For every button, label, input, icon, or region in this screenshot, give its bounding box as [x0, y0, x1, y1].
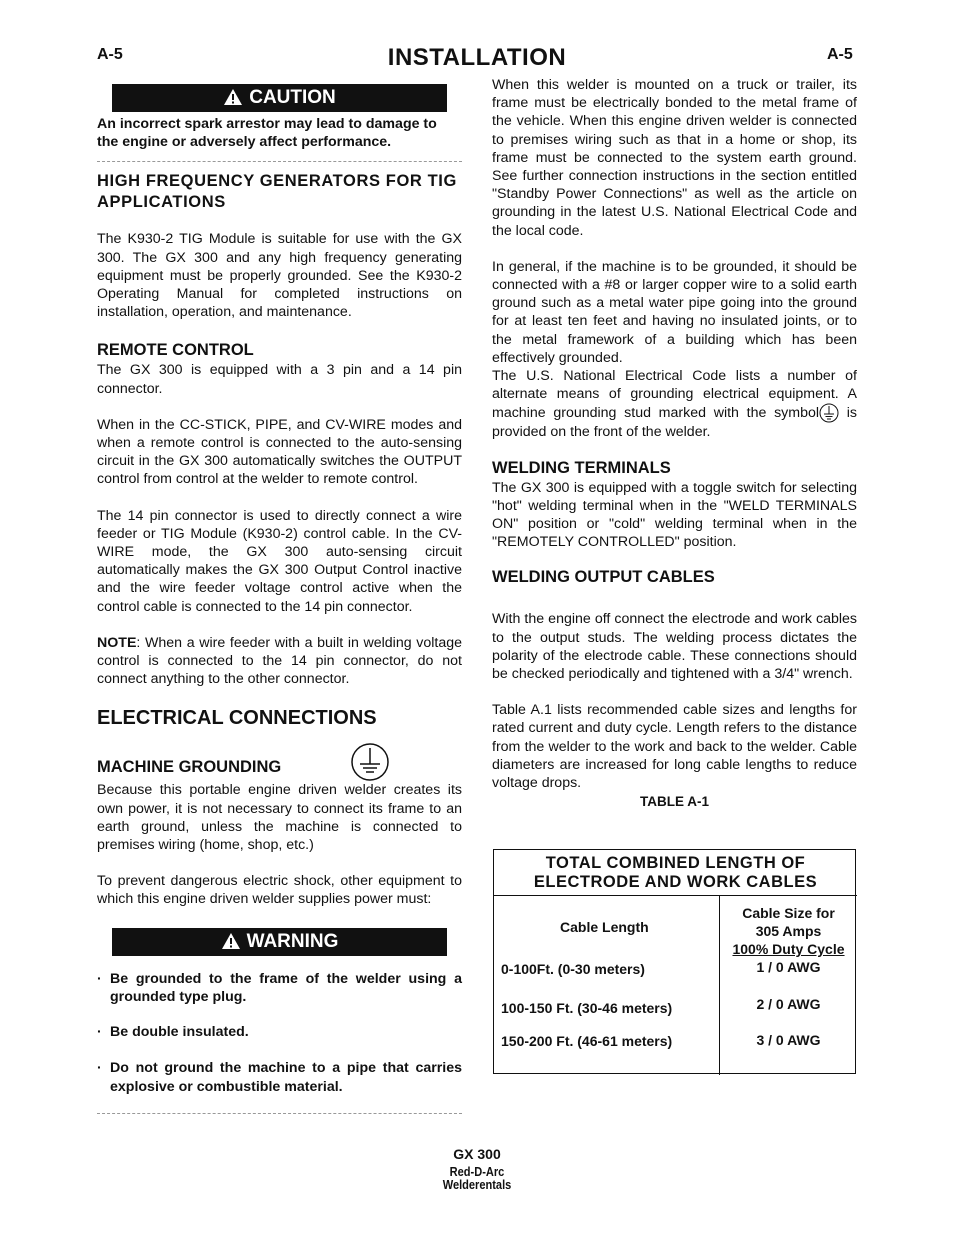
table-caption: TABLE A-1	[640, 794, 709, 810]
table-cell-size: 3 / 0 AWG	[756, 1032, 821, 1048]
remote-p1: The GX 300 is equipped with a 3 pin and a 14 pin connector.	[97, 362, 462, 397]
grounding-p1: Because this portable engine driven welder creates its own power, it is not necessary to connect its frame to an earth ground, unless the machine is connected to premises wiring (home, shop, etc.)	[97, 782, 462, 854]
divider	[97, 161, 462, 162]
cables-p2: Table A.1 lists recommended cable sizes and lengths for rated current and duty cycle. Length refers to the distance from the welder to the work and back to the welder. Cable diameters are increased for long cable lengths to reduce voltage drops.	[492, 702, 857, 792]
remote-note	[97, 634, 462, 689]
cable-size-header: Cable Size for 305 Amps 100% Duty Cycle	[732, 905, 845, 957]
hf-heading: HIGH FREQUENCY GENERATORS FOR TIG APPLICATIONS	[97, 172, 457, 212]
ground-symbol-icon	[819, 403, 839, 423]
note-label: NOTE	[97, 634, 137, 651]
machine-grounding-row	[97, 742, 462, 778]
left-column	[97, 84, 462, 1114]
caution-text: An incorrect spark arrestor may lead to damage to the engine or adversely affect performance.	[97, 116, 437, 151]
page-number-right: A-5	[827, 46, 853, 63]
welding-terminals-heading: WELDING TERMINALS	[492, 458, 671, 477]
caution-banner	[112, 84, 447, 112]
page-number-left: A-5	[97, 46, 123, 63]
table-cell-length: 100-150 Ft. (30-46 meters)	[501, 1000, 673, 1016]
remote-control-heading: REMOTE CONTROL	[97, 341, 254, 360]
divider	[97, 1113, 462, 1114]
welding-terminals-body: The GX 300 is equipped with a toggle switch for selecting "hot" welding terminal when in the "WELD TERMINALS ON" position or "cold" welding terminal when in the "REMOTELY CONTROLLED" position.	[492, 479, 857, 551]
welding-output-cables-heading: WELDING OUTPUT CABLES	[492, 568, 715, 587]
footer-model: GX 300	[453, 1146, 501, 1162]
table-cell-length: 0-100Ft. (0-30 meters)	[501, 961, 645, 977]
warning-bullet: · Be double insulated.	[97, 1024, 249, 1041]
grounding-p2: To prevent dangerous electric shock, other equipment to which this engine driven welder supplies power must:	[97, 873, 462, 908]
warning-bullet: · Be grounded to the frame of the welder using a grounded type plug.	[97, 970, 462, 1005]
vehicle-grounding-paragraph: When this welder is mounted on a truck or trailer, its frame must be electrically bonded to the metal frame of the vehicle. When this engine driven welder is connected to premises wiring such as that in a home or shop, its frame must be connected to the system earth ground. See further connection instructions in the section entitled "Standby Power Connections" as well as the article on grounding in the latest U.S. National Electrical Code and the local code.	[492, 77, 857, 239]
page-title: INSTALLATION	[387, 44, 567, 71]
nec-paragraph: The U.S. National Electrical Code lists a number of alternate means of grounding electrical equipment. A machine grounding stud marked with the symbol is provided on the front of the welder.	[492, 368, 857, 441]
table-header: TOTAL COMBINED LENGTH OF ELECTRODE AND WORK CABLES	[494, 850, 857, 896]
machine-grounding-heading: MACHINE GROUNDING	[97, 758, 282, 777]
ground-symbol-icon	[350, 742, 390, 782]
note-text: : When a wire feeder with a built in welding voltage control is connected to the 14 pin connector, do not connect anything to the other connector.	[97, 634, 462, 688]
electrical-connections-heading: ELECTRICAL CONNECTIONS	[97, 707, 377, 730]
caution-icon	[223, 88, 243, 106]
table-cell-length: 150-200 Ft. (46-61 meters)	[501, 1033, 673, 1049]
brand-logo: Red-D-Arc Welderentals	[442, 1164, 512, 1192]
remote-p3: The 14 pin connector is used to directly connect a wire feeder or TIG Module (K930-2) control cable. In the CV-WIRE mode, the GX 300 auto-sensing circuit automatically makes the GX 300 Output Control inactive and the wire feeder voltage control active when the control cable is connected to the 14 pin connector.	[97, 507, 462, 615]
remote-p2: When in the CC-STICK, PIPE, and CV-WIRE modes and when a remote control is connected to the auto-sensing circuit in the GX 300 automatically switches the OUTPUT control from control at the welder to remote control.	[97, 416, 462, 488]
right-column	[492, 76, 857, 812]
warning-banner	[112, 928, 447, 956]
earth-ground-paragraph: In general, if the machine is to be grounded, it should be connected with a #8 or larger copper wire to a solid earth ground such as a metal water pipe going into the ground for at least ten feet and having no insulated joints, or to the metal framework of a building which has been effectively grounded.	[492, 258, 857, 366]
footer	[0, 1146, 954, 1191]
caution-label: CAUTION	[249, 87, 336, 108]
cable-size-table	[493, 849, 856, 1074]
hf-body: The K930-2 TIG Module is suitable for use with the GX 300. The GX 300 and any high frequency generating equipment must be properly grounded. See the K930-2 Operating Manual for completed instructions on installation, operation, and maintenance.	[97, 231, 462, 321]
cables-p1: With the engine off connect the electrode and work cables to the output studs. The welding process dictates the polarity of the electrode cable. These connections should be checked periodically and tightened with a 3/4" wrench.	[492, 611, 857, 683]
warning-icon	[221, 932, 241, 950]
warning-label: WARNING	[246, 930, 339, 952]
table-cell-size: 2 / 0 AWG	[756, 996, 821, 1012]
cable-length-header: Cable Length	[560, 919, 649, 935]
table-cell-size: 1 / 0 AWG	[756, 959, 821, 975]
warning-bullet: · Do not ground the machine to a pipe that carries explosive or combustible material.	[97, 1060, 462, 1095]
